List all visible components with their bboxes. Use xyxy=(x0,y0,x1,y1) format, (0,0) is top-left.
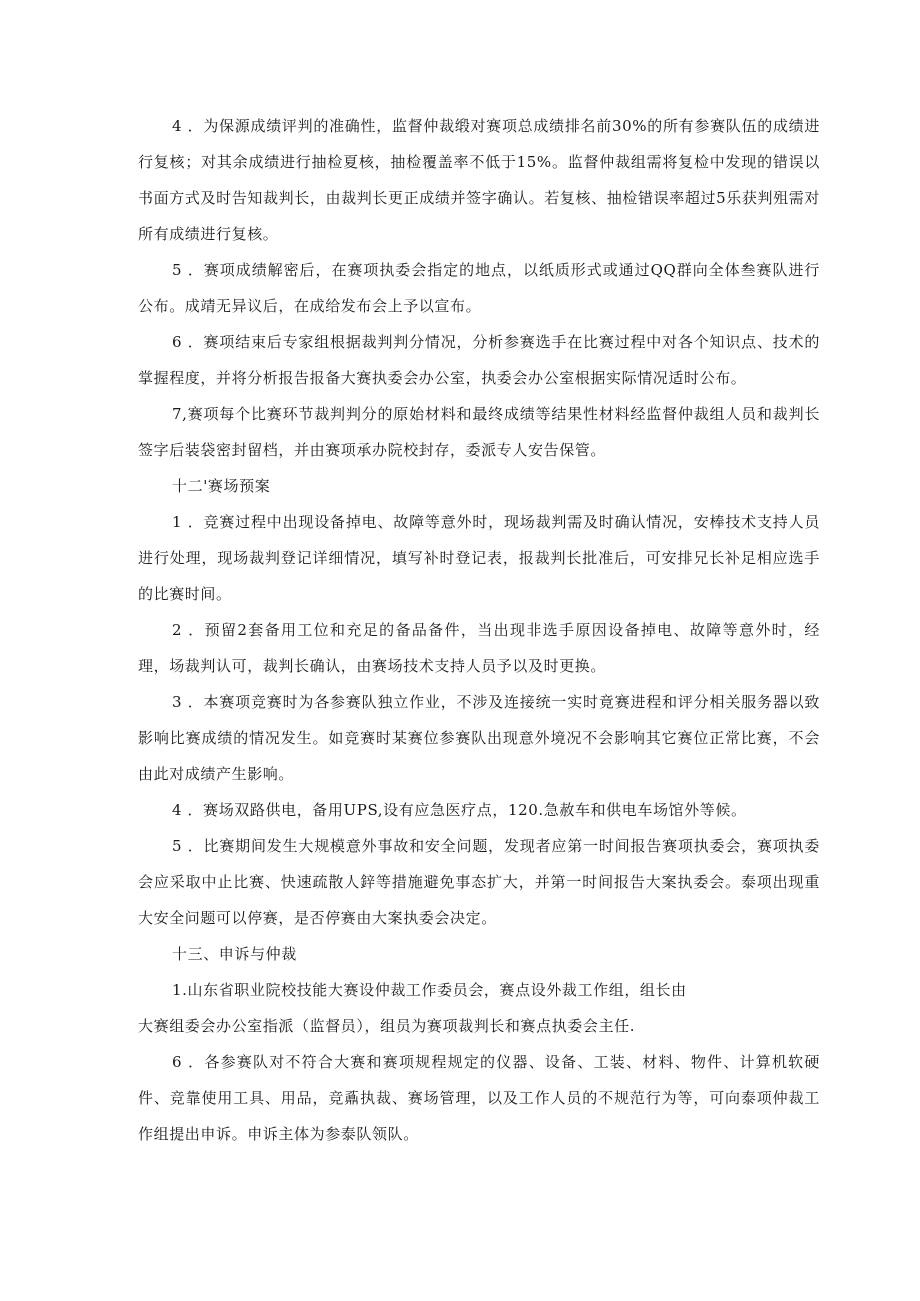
paragraph-item-5: 5 ．赛项成绩解密后，在赛项执委会指定的地点，以纸质形式或通过QQ群向全体叁赛队进行公布。成靖无异议后，在成给发布会上予以宣布。 xyxy=(138,261,820,315)
section-heading-13: 十三、申诉与仲裁 xyxy=(172,945,297,963)
section-heading-12: 十二'赛场预案 xyxy=(172,477,271,495)
paragraph-item-4: 4 ．为保源成绩评判的准确性，监督仲裁缎对赛项总成绩排名前30%的所有参赛队伍的成绩进行复核；对其余成绩进行抽检夏核，抽检覆盖率不低于15%。监督仲裁组需将复检中发现的错误以书面方式及时告知裁判长，由裁判长更正成绩并签字确认。若复核、抽检错误率超过5乐获判殂需对所有成绩进行复核。 xyxy=(138,117,820,243)
document-body xyxy=(138,108,820,1152)
paragraph-contingency-4: 4 ．赛场双路供电，备用UPS,设有应急医疗点，120.急赦车和供电车场馆外等候。 xyxy=(172,801,747,819)
paragraph-contingency-1: 1 ．竞赛过程中出现设备掉电、故障等意外时，现场裁判需及时确认情况，安棒技术支持人员进行处理，现场裁判登记详细情况，填写补时登记表，报裁判长批准后，可安排兄长补足相应选手的比赛时间。 xyxy=(138,513,820,603)
paragraph-appeal-1b: 大赛组委会办公室指派（监督员），组员为赛项裁判长和赛点执委会主任. xyxy=(138,1017,636,1035)
paragraph-contingency-5: 5 ．比赛期间发生大规模意外事故和安全问题，发现者应第一时间报告赛项执委会，赛项执委会应采取中止比赛、快速疏散人鋅等措施避免事态扩大，并第一时间报告大案执委会。泰项出现重大安全问题可以停赛，是否停赛由大案执委会决定。 xyxy=(138,837,820,927)
paragraph-item-7: 7,赛项每个比赛环节裁判判分的原始材料和最终成绩等结果性材料经监督仲裁组人员和裁判长签字后装袋密封留档，并由赛项承办院校封存，委派专人安告保管。 xyxy=(138,405,820,459)
paragraph-appeal-1a: 1.山东省职业院校技能大赛设仲裁工作委员会，赛点设外裁工作组，组长由 xyxy=(172,981,687,999)
paragraph-item-6: 6 ．赛项结束后专家组根据裁判判分情况，分析参赛选手在比赛过程中对各个知识点、技术的掌握程度，并将分析报告报备大赛执委会办公室，执委会办公室根据实际情况适时公布。 xyxy=(138,333,820,387)
paragraph-appeal-6: 6 ．各参赛队对不符合大赛和赛项规程规定的仪器、设备、工装、材料、物件、计算机软硬件、竞靠使用工具、用品，竞鼒执裁、赛场管理，以及工作人员的不规范行为等，可向泰项仲裁工作组提出申诉。申诉主体为参泰队领队。 xyxy=(138,1053,820,1143)
paragraph-contingency-3: 3 ．本赛项竞赛时为各参赛队独立作业，不涉及连接统一实时竟赛进程和评分相关服务器以致影响比赛成绩的情况发生。如竞赛时某赛位参赛队出现意外境况不会影响其它赛位正常比赛，不会由此对成绩产生影响。 xyxy=(138,693,820,783)
paragraph-contingency-2: 2 ．预留2套备用工位和充足的备品备件，当出现非选手原因设备掉电、故障等意外时，经理，场裁判认可，裁判长确认，由赛场技术支持人员予以及时更换。 xyxy=(138,621,820,675)
